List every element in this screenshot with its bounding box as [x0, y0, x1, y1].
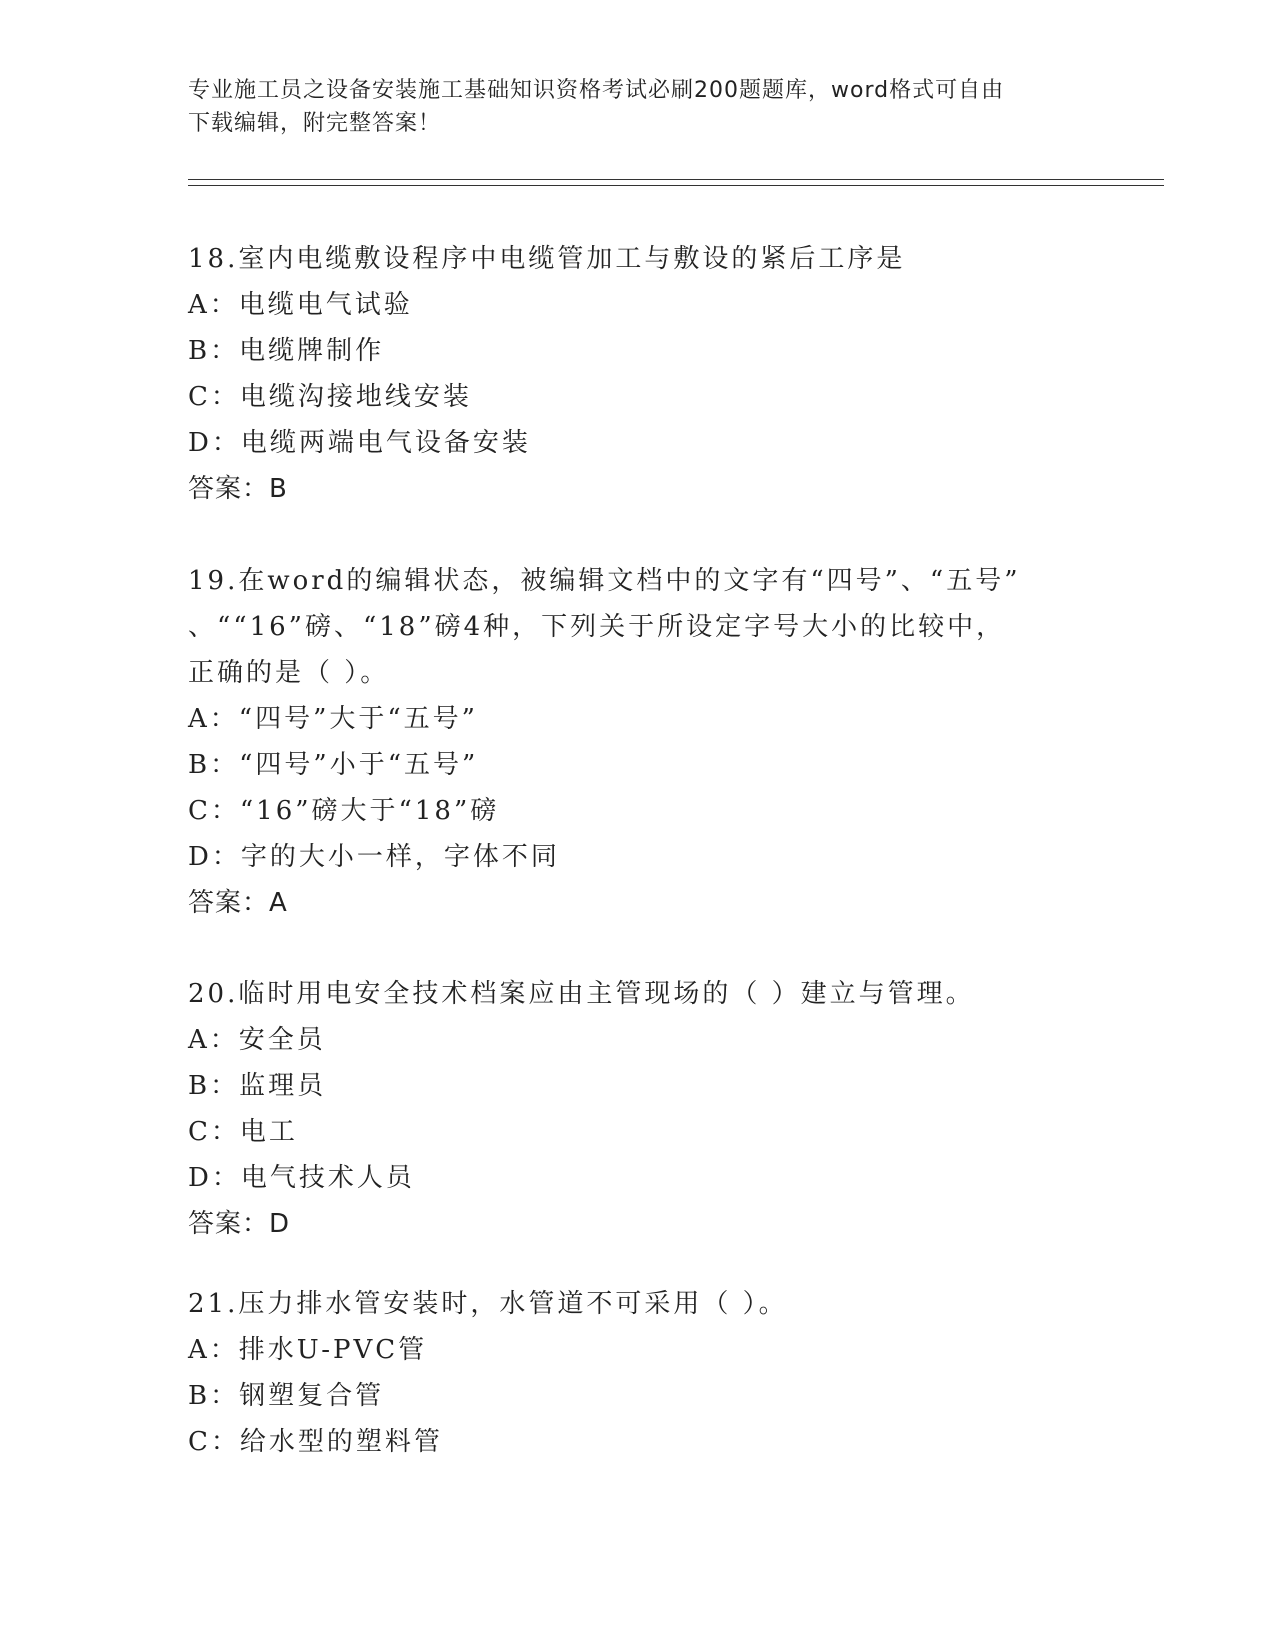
question-stem: 21.压力排水管安装时，水管道不可采用（ ）。: [188, 1289, 788, 1319]
option-a: A：排水U-PVC管: [188, 1335, 428, 1365]
option-c: C：“16”磅大于“18”磅: [188, 796, 500, 826]
question-19: [188, 558, 1068, 926]
option-c: C：给水型的塑料管: [188, 1427, 443, 1457]
option-b: B：电缆牌制作: [188, 336, 385, 366]
header-line-2: 下载编辑，附完整答案！: [188, 111, 442, 136]
answer-line: 答案：B: [188, 474, 288, 504]
question-stem: 18.室内电缆敷设程序中电缆管加工与敷设的紧后工序是: [188, 244, 906, 274]
option-b: B：钢塑复合管: [188, 1381, 385, 1411]
question-stem-line-1: 19.在word的编辑状态，被编辑文档中的文字有“四号”、“五号”: [188, 566, 1021, 596]
option-d: D：电气技术人员: [188, 1163, 415, 1193]
option-c: C：电缆沟接地线安装: [188, 382, 472, 412]
question-20: [188, 971, 1068, 1247]
question-18: [188, 236, 1068, 512]
option-d: D：电缆两端电气设备安装: [188, 428, 531, 458]
answer-line: 答案：A: [188, 888, 288, 918]
question-stem: 20.临时用电安全技术档案应由主管现场的（ ）建立与管理。: [188, 979, 975, 1009]
question-stem-line-3: 正确的是（ ）。: [188, 658, 390, 688]
option-c: C：电工: [188, 1117, 298, 1147]
option-a: A：电缆电气试验: [188, 290, 413, 320]
option-a: A：安全员: [188, 1025, 326, 1055]
question-21: [188, 1281, 1068, 1465]
option-b: B：监理员: [188, 1071, 327, 1101]
option-b: B：“四号”小于“五号”: [188, 750, 479, 780]
header-divider-top: [188, 179, 1164, 180]
document-header: [188, 74, 1088, 140]
header-divider-bottom: [188, 185, 1164, 186]
question-stem-line-2: 、““16”磅、“18”磅4种，下列关于所设定字号大小的比较中，: [188, 612, 1006, 642]
option-d: D：字的大小一样，字体不同: [188, 842, 560, 872]
header-line-1: 专业施工员之设备安装施工基础知识资格考试必刷200题题库，word格式可自由: [188, 78, 1005, 103]
option-a: A：“四号”大于“五号”: [188, 704, 478, 734]
answer-line: 答案：D: [188, 1209, 291, 1239]
